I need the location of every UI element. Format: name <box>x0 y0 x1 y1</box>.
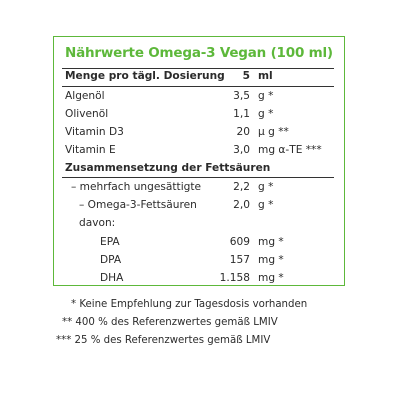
fatty-unit: g * <box>258 181 274 193</box>
sub-label: DHA <box>100 272 124 284</box>
dosage-header-row <box>54 67 344 85</box>
nutrient-unit: g * <box>258 90 274 102</box>
nutrient-row-vitamin-e <box>54 141 344 159</box>
sub-row-epa <box>54 233 344 251</box>
nutrient-label: Vitamin D3 <box>65 126 124 138</box>
dosage-header-unit: ml <box>258 70 273 82</box>
nutrient-label: Olivenöl <box>65 108 109 120</box>
nutrient-unit: g * <box>258 108 274 120</box>
sub-value: 1.158 <box>219 272 250 284</box>
dosage-header-label: Menge pro tägl. Dosierung <box>65 70 225 82</box>
fatty-value: 2,0 <box>233 199 250 211</box>
footnote-2: ** 400 % des Referenzwertes gemäß LMIV <box>62 317 278 328</box>
nutrient-row-olivenoel <box>54 105 344 123</box>
davon-row <box>54 214 344 232</box>
nutrient-label: Algenöl <box>65 90 105 102</box>
nutrient-value: 3,5 <box>233 90 250 102</box>
fatty-label: – Omega-3-Fettsäuren <box>79 199 197 211</box>
sub-row-dpa <box>54 251 344 269</box>
panel-title: Nährwerte Omega-3 Vegan (100 ml) <box>65 45 333 61</box>
davon-label: davon: <box>79 217 116 229</box>
fatty-value: 2,2 <box>233 181 250 193</box>
sub-label: DPA <box>100 254 122 266</box>
section-heading-row <box>54 159 344 177</box>
nutrient-label: Vitamin E <box>65 144 116 156</box>
nutrient-value: 20 <box>236 126 250 138</box>
section-heading: Zusammensetzung der Fettsäuren <box>65 162 271 174</box>
nutrient-value: 1,1 <box>233 108 250 120</box>
sub-unit: mg * <box>258 272 284 284</box>
footnote-3: *** 25 % des Referenzwertes gemäß LMIV <box>56 335 271 346</box>
nutrient-unit: mg α-TE *** <box>258 144 322 156</box>
nutrient-value: 3,0 <box>233 144 250 156</box>
fatty-label: – mehrfach ungesättigte <box>71 181 202 193</box>
nutrient-row-algenoel <box>54 87 344 105</box>
fatty-row-omega3 <box>54 196 344 214</box>
fatty-row-polyunsaturated <box>54 178 344 196</box>
sub-value: 157 <box>229 254 250 266</box>
dosage-header-value: 5 <box>242 70 250 82</box>
footnote-1: * Keine Empfehlung zur Tagesdosis vorhanden <box>71 299 308 310</box>
sub-row-dha <box>54 269 344 287</box>
nutrient-unit: µ g ** <box>258 126 289 138</box>
sub-unit: mg * <box>258 236 284 248</box>
nutrition-panel <box>53 36 345 286</box>
sub-label: EPA <box>100 236 120 248</box>
sub-value: 609 <box>229 236 250 248</box>
fatty-unit: g * <box>258 199 274 211</box>
nutrient-row-vitamin-d3 <box>54 123 344 141</box>
sub-unit: mg * <box>258 254 284 266</box>
